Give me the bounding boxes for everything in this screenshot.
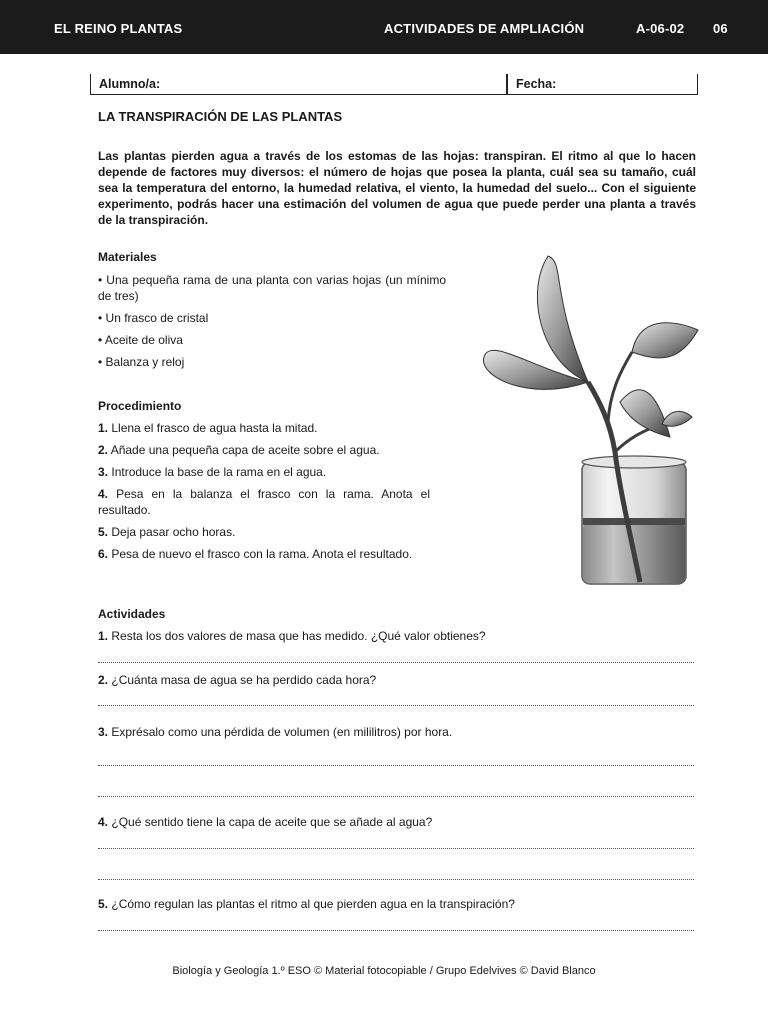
header-page-number: 06	[713, 21, 728, 36]
step-text: Añade una pequeña capa de aceite sobre el agua.	[110, 443, 380, 457]
question-text: ¿Cuánta masa de agua se ha perdido cada hora?	[111, 673, 377, 687]
procedure-step	[98, 464, 430, 480]
question-number: 1.	[98, 629, 109, 643]
question-text: Resta los dos valores de masa que has medido. ¿Qué valor obtienes?	[111, 629, 486, 643]
step-number: 6.	[98, 547, 109, 561]
step-text: Llena el frasco de agua hasta la mitad.	[111, 421, 318, 435]
procedure-step	[98, 442, 430, 458]
header-section: ACTIVIDADES DE AMPLIACIÓN	[384, 21, 585, 36]
header-subject: EL REINO PLANTAS	[54, 21, 183, 36]
alumno-label: Alumno/a:	[99, 77, 161, 91]
question-number: 5.	[98, 897, 109, 911]
question	[98, 897, 515, 911]
student-info-box	[90, 74, 698, 95]
step-number: 2.	[98, 443, 109, 457]
answer-line[interactable]	[98, 930, 694, 931]
question	[98, 815, 432, 829]
page-header	[0, 0, 768, 54]
header-code: A-06-02	[636, 21, 685, 36]
materials-heading: Materiales	[98, 250, 157, 264]
answer-line[interactable]	[98, 705, 694, 706]
leaf-icon	[484, 256, 698, 437]
answer-line[interactable]	[98, 879, 694, 880]
box-divider	[506, 74, 508, 94]
question	[98, 725, 452, 739]
step-number: 4.	[98, 487, 109, 501]
question	[98, 629, 486, 643]
material-item: • Balanza y reloj	[98, 355, 185, 369]
worksheet-title: LA TRANSPIRACIÓN DE LAS PLANTAS	[98, 109, 343, 124]
material-item: • Un frasco de cristal	[98, 311, 209, 325]
step-text: Introduce la base de la rama en el agua.	[111, 465, 327, 479]
answer-line[interactable]	[98, 796, 694, 797]
answer-line[interactable]	[98, 848, 694, 849]
step-number: 5.	[98, 525, 109, 539]
step-text: Deja pasar ocho horas.	[111, 525, 236, 539]
step-number: 1.	[98, 421, 109, 435]
question-text: Exprésalo como una pérdida de volumen (en mililitros) por hora.	[111, 725, 453, 739]
intro-paragraph: Las plantas pierden agua a través de los estomas de las hojas: transpiran. El ritmo al que lo hacen depende de factores muy diversos: el número de hojas que posea la planta, cuál sea su tamaño, cuál sea la temperatura del entorno, la humedad relativa, el viento, la humedad del suelo... Con el siguiente experimento, podrás hacer una estimación del volumen de agua que puede perder una planta a través de la transpiración.	[98, 149, 696, 227]
question-text: ¿Cómo regulan las plantas el ritmo al que pierden agua en la transpiración?	[111, 897, 515, 911]
activities-heading: Actividades	[98, 607, 166, 621]
question-number: 4.	[98, 815, 109, 829]
answer-line[interactable]	[98, 662, 694, 663]
step-number: 3.	[98, 465, 109, 479]
plant-in-jar-illustration	[470, 252, 700, 592]
material-item: • Una pequeña rama de una planta con varias hojas (un mínimo de tres)	[98, 273, 446, 303]
step-text: Pesa en la balanza el frasco con la rama. Anota el resultado.	[98, 487, 430, 517]
question-number: 3.	[98, 725, 109, 739]
procedure-step	[98, 420, 430, 436]
page-footer: Biología y Geología 1.º ESO © Material fotocopiable / Grupo Edelvives © David Blanco	[172, 965, 596, 977]
step-text: Pesa de nuevo el frasco con la rama. Anota el resultado.	[111, 547, 413, 561]
question-text: ¿Qué sentido tiene la capa de aceite que se añade al agua?	[111, 815, 433, 829]
question	[98, 673, 376, 687]
procedure-step	[98, 486, 430, 518]
answer-line[interactable]	[98, 765, 694, 766]
procedure-step	[98, 524, 430, 540]
procedure-step	[98, 546, 430, 562]
question-number: 2.	[98, 673, 109, 687]
procedure-heading: Procedimiento	[98, 399, 182, 413]
fecha-label: Fecha:	[516, 77, 557, 91]
material-item: • Aceite de oliva	[98, 333, 183, 347]
